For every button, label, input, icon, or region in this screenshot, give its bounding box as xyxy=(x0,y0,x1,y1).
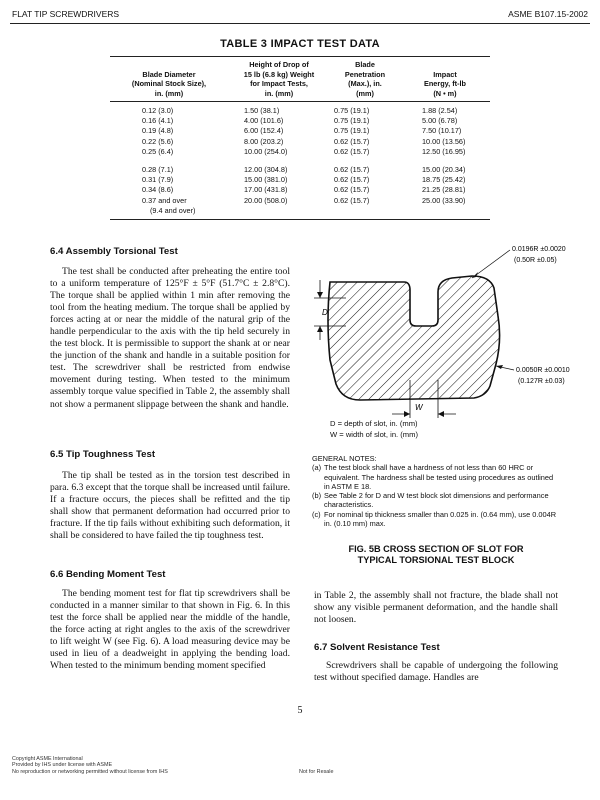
header-blade-diameter: Blade Diameter (Nominal Stock Size), in. (mm) xyxy=(131,69,207,98)
note-item xyxy=(312,510,560,529)
general-notes xyxy=(312,454,560,528)
table-cell: 21.25 (28.81) xyxy=(422,185,466,195)
table-cell: 25.00 (33.90) xyxy=(422,195,466,205)
table-cell: 0.12 (3.0) xyxy=(142,106,174,115)
footer-line-1: Copyright ASME International xyxy=(12,756,83,762)
table-cell: 0.34 (8.6) xyxy=(142,185,174,195)
dim-bottom-tolerance-metric: (0.127R ±0.03) xyxy=(518,378,565,385)
table-cell: 18.75 (25.42) xyxy=(422,175,466,185)
table-cell: 0.62 (15.7) xyxy=(334,136,370,146)
table-header-row xyxy=(110,57,490,101)
note-label: (b) xyxy=(312,491,322,501)
notes-list xyxy=(312,463,560,528)
legend-width: W = width of slot, in. (mm) xyxy=(330,430,418,439)
section-6-5-heading: 6.5 Tip Toughness Test xyxy=(50,449,156,460)
table-cell: 12.50 (16.95) xyxy=(422,146,466,156)
note-label: (a) xyxy=(312,463,322,473)
table-cell: 0.31 (7.9) xyxy=(142,175,174,185)
table-row xyxy=(110,137,490,147)
section-6-6-text: The bending moment test for flat tip screwdrivers shall be conducted in a manner similar to that shown in Fig. 6. In this test the force shall be applied near the middle of the handle, the force acting at right angles to the axis of the screwdriver to lift weight W (see Fig. 6). A load measuring device may be used in lieu of a deadweight in applying the bending load. When tested to the minimum bending moment specified xyxy=(50,588,290,672)
notes-title: GENERAL NOTES: xyxy=(312,454,377,463)
figure-legend xyxy=(330,418,418,440)
table-cell: 0.62 (15.7) xyxy=(334,185,370,195)
table-row xyxy=(110,116,490,126)
table-cell: 0.19 (4.8) xyxy=(142,126,174,136)
dim-label-d: D xyxy=(322,308,328,317)
table-cell: 4.00 (101.6) xyxy=(244,116,284,126)
footer-line-2: Provided by IHS under license with ASME xyxy=(12,762,113,769)
running-header-title: FLAT TIP SCREWDRIVERS xyxy=(12,9,120,19)
section-6-6-heading: 6.6 Bending Moment Test xyxy=(50,569,166,580)
table-row xyxy=(110,165,490,175)
table-group-1 xyxy=(110,106,490,157)
table-cell: 0.28 (7.1) xyxy=(142,164,174,174)
table-row xyxy=(110,175,490,185)
note-text: The test block shall have a hardness of not less than 60 HRC or equivalent. The hardness shall be tested using procedures as outlined in ASTM E 18. xyxy=(324,463,554,491)
header-rule xyxy=(10,23,590,24)
table-cell: 7.50 (10.17) xyxy=(422,126,462,136)
table-cell: 0.16 (4.1) xyxy=(142,116,174,126)
table-cell: 0.75 (19.1) xyxy=(334,116,370,126)
table-cell: 0.75 (19.1) xyxy=(334,126,370,136)
table-row xyxy=(110,196,490,206)
footer-resale: Not for Resale xyxy=(299,769,334,775)
table-cell: 0.25 (6.4) xyxy=(142,146,174,156)
table-group-2 xyxy=(110,165,490,206)
header-penetration: Blade Penetration (Max.), in. (mm) xyxy=(344,60,386,98)
table-row xyxy=(110,147,490,157)
table-cell: 0.75 (19.1) xyxy=(334,106,370,115)
section-6-7-body xyxy=(314,660,558,684)
continuation-text: in Table 2, the assembly shall not fracture, the blade shall not show any visible permanent deformation, and the handle shall not loosen. xyxy=(314,590,558,626)
section-6-7-heading: 6.7 Solvent Resistance Test xyxy=(314,642,440,653)
section-6-5-text: The tip shall be tested as in the torsion test described in para. 6.3 except that the torque shall be increased until failure. If a fracture occurs, the pieces shall be refitted and the tip shall show that permanent deformation had occurred prior to fracture. If the tip fails without exhibiting such deformation, it shall be considered to have failed the tip toughness test. xyxy=(50,470,290,542)
table-bottom-rule xyxy=(110,219,490,220)
section-6-4-body xyxy=(50,266,290,411)
note-item xyxy=(312,463,560,491)
section-6-4-heading: 6.4 Assembly Torsional Test xyxy=(50,246,178,257)
table-cell: 0.37 and over xyxy=(142,195,187,205)
figure-caption-line-1: FIG. 5B CROSS SECTION OF SLOT FOR xyxy=(348,544,524,554)
table-cell: 17.00 (431.8) xyxy=(244,185,288,195)
table-row xyxy=(110,106,490,116)
table-cell: 0.62 (15.7) xyxy=(334,146,370,156)
header-drop-height: Height of Drop of 15 lb (6.8 kg) Weight for Impact Tests, in. (mm) xyxy=(243,60,315,98)
right-column-continuation xyxy=(314,590,558,626)
section-6-4-text: The test shall be conducted after preheating the entire tool to a uniform temperature of 125°F ± 5°F (51.7°C ± 2.8°C). The torque shall be applied within 1 min after removing the tool from the heating medium. The torque shall be applied by forces acting at or near the middle of the natural grip of the handle perpendicular to the axis with the tip held securely in the test block. It is permissible to support the shank at or near the junction of the shank and handle in a suitable position for test. The screwdriver shall be restricted from endwise movement during testing. When tested to the minimum assembly torque value specified in Table 2, the assembly shall not show a permanent slippage between the shank and handle. xyxy=(50,266,290,410)
table-cell: 0.22 (5.6) xyxy=(142,136,174,146)
table-cell: 15.00 (381.0) xyxy=(244,175,288,185)
figure-caption-line-2: TYPICAL TORSIONAL TEST BLOCK xyxy=(357,555,515,565)
test-block-shape xyxy=(328,276,500,400)
table-cell: 0.62 (15.7) xyxy=(334,164,370,174)
table-title: TABLE 3 IMPACT TEST DATA xyxy=(220,38,380,50)
table-cell: 20.00 (508.0) xyxy=(244,195,288,205)
copyright-footer xyxy=(12,756,168,775)
legend-depth: D = depth of slot, in. (mm) xyxy=(330,419,418,428)
note-text: For nominal tip thickness smaller than 0.025 in. (0.64 mm), use 0.004R in. (0.10 mm) max. xyxy=(324,509,557,529)
table-cell: 8.00 (203.2) xyxy=(244,136,284,146)
dim-label-w: W xyxy=(415,403,423,412)
table-row-continuation: (9.4 and over) xyxy=(150,205,196,215)
section-6-5-body xyxy=(50,470,290,542)
dim-top-tolerance-metric: (0.50R ±0.05) xyxy=(514,257,557,264)
table-body xyxy=(110,102,490,219)
impact-test-table xyxy=(110,56,490,220)
table-cell: 10.00 (254.0) xyxy=(244,146,288,156)
footer-line-3: No reproduction or networking permitted without license from IHS xyxy=(12,768,168,775)
table-cell: 0.62 (15.7) xyxy=(334,175,370,185)
section-6-7-text: Screwdrivers shall be capable of undergoing the following test without specified damage. Handles are xyxy=(314,660,558,684)
table-row xyxy=(110,126,490,136)
table-cell: 5.00 (6.78) xyxy=(422,116,458,126)
table-row xyxy=(110,185,490,195)
running-header-standard: ASME B107.15-2002 xyxy=(508,9,588,19)
page-number: 5 xyxy=(297,705,303,716)
note-text: See Table 2 for D and W test block slot dimensions and performance characteristics. xyxy=(324,491,549,510)
table-cell: 10.00 (13.56) xyxy=(422,136,466,146)
table-cell: 1.50 (38.1) xyxy=(244,106,280,115)
section-6-6-body xyxy=(50,588,290,672)
note-label: (c) xyxy=(312,509,321,519)
table-cell: 12.00 (304.8) xyxy=(244,164,288,174)
table-cell: 1.88 (2.54) xyxy=(422,106,458,115)
header-impact-energy: Impact Energy, ft-lb (N • m) xyxy=(423,69,467,98)
dim-top-tolerance: 0.0196R ±0.0020 xyxy=(512,246,566,253)
table-cell: 0.62 (15.7) xyxy=(334,195,370,205)
table-cell: 6.00 (152.4) xyxy=(244,126,284,136)
figure-caption xyxy=(312,544,560,566)
table-cell: 15.00 (20.34) xyxy=(422,164,466,174)
note-item xyxy=(312,491,560,510)
dim-bottom-tolerance: 0.0050R ±0.0010 xyxy=(516,367,570,374)
